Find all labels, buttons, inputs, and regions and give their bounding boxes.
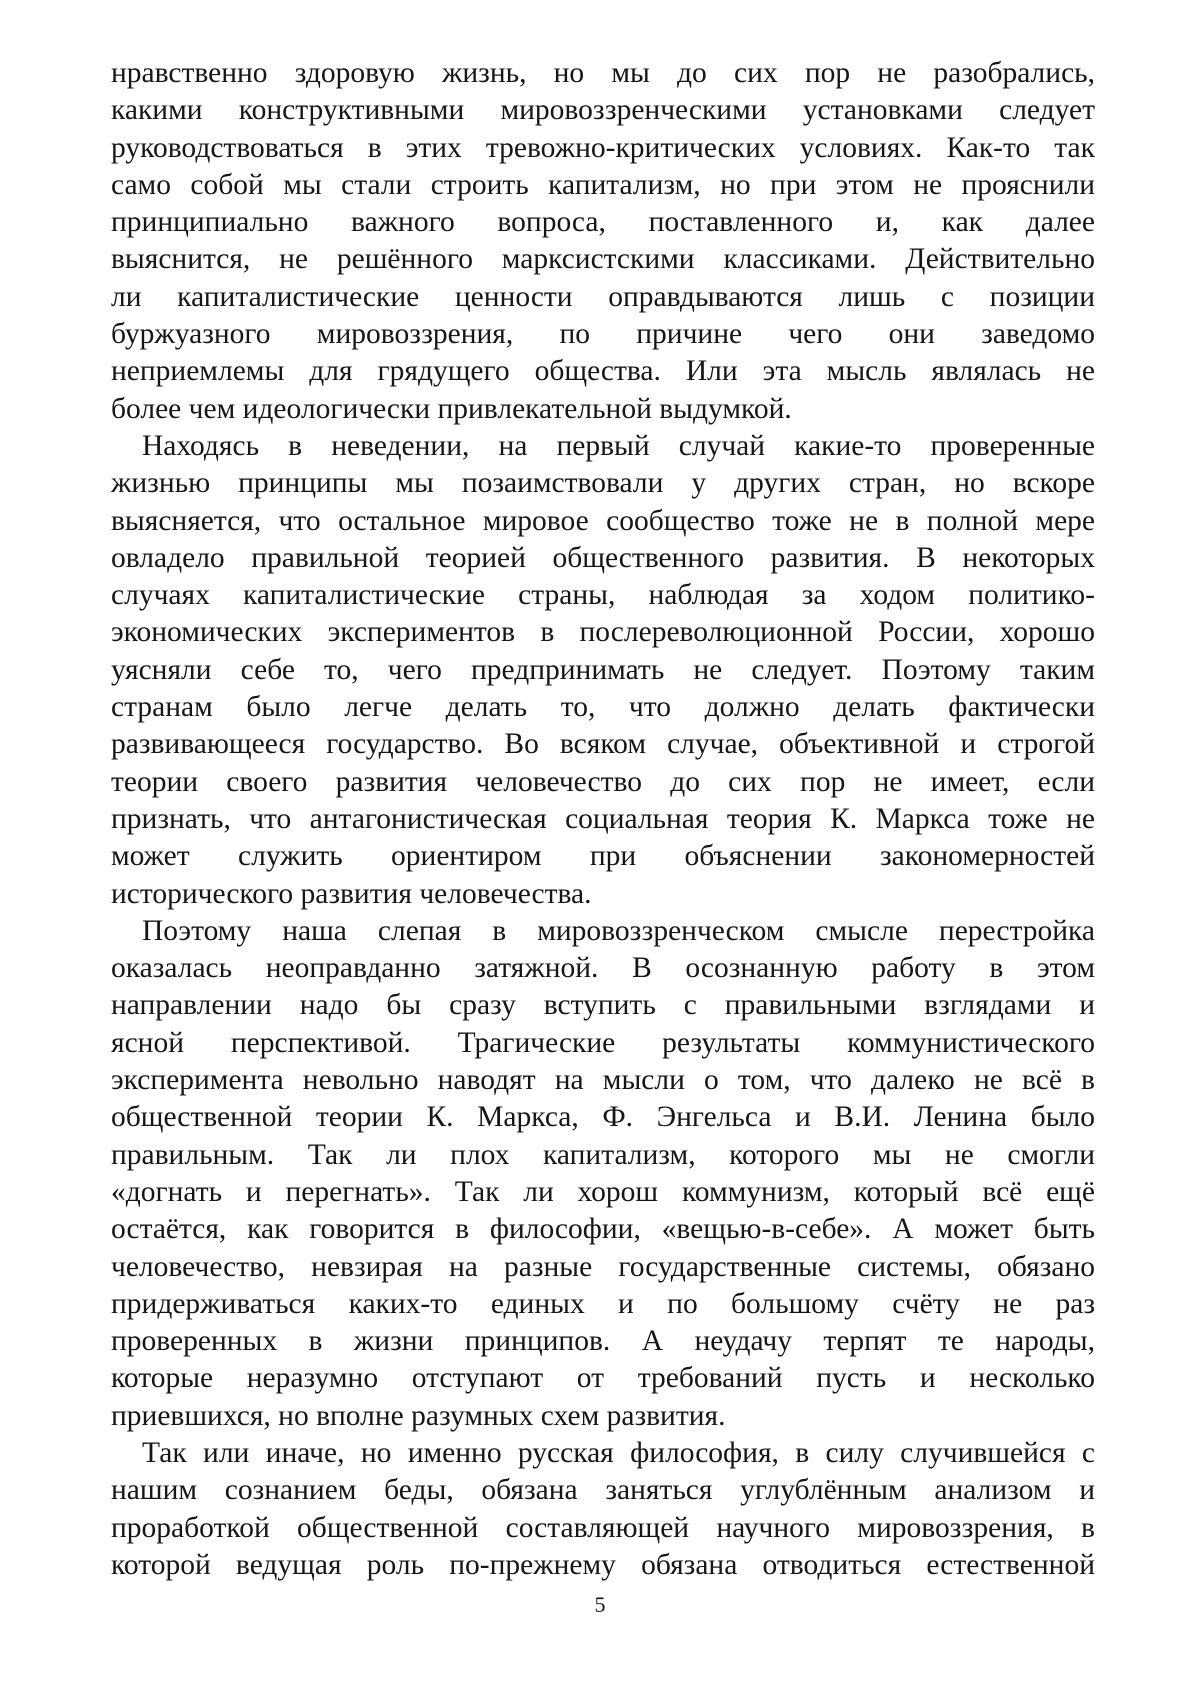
text-line: эксперимента невольно наводят на мысли о том, что далеко не всё в xyxy=(111,1064,1095,1097)
text-line: приевшихся, но вполне разумных схем развития. xyxy=(111,1399,726,1432)
text-line: нравственно здоровую жизнь, но мы до сих пор не разобрались, xyxy=(111,57,1095,89)
text-line: руководствоваться в этих тревожно-критических условиях. Как-то так xyxy=(111,131,1095,164)
text-line: более чем идеологически привлекательной выдумкой. xyxy=(111,392,792,425)
text-line: неприемлемы для грядущего общества. Или эта мысль являлась не xyxy=(111,355,1095,388)
text-line: человечество, невзирая на разные государственные системы, обязано xyxy=(111,1250,1095,1283)
text-line: которой ведущая роль по-прежнему обязана отводиться естественной xyxy=(111,1548,1095,1581)
text-line: исторического развития человечества. xyxy=(111,877,592,910)
text-line: придерживаться каких-то единых и по большому счёту не раз xyxy=(111,1287,1095,1320)
text-line: принципиально важного вопроса, поставленного и, как далее xyxy=(111,206,1095,239)
text-line: Находясь в неведении, на первый случай какие-то проверенные xyxy=(142,429,1095,462)
paragraph xyxy=(111,913,1095,1435)
text-line: странам было легче делать то, что должно делать фактически xyxy=(111,691,1095,724)
text-line: правильным. Так ли плох капитализм, которого мы не смогли xyxy=(111,1138,1095,1171)
text-line: признать, что антагонистическая социальная теория К. Маркса тоже не xyxy=(111,802,1095,835)
paragraph xyxy=(111,428,1095,913)
text-line: развивающееся государство. Во всяком случае, объективной и строгой xyxy=(111,728,1095,761)
text-line: проработкой общественной составляющей научного мировоззрения, в xyxy=(111,1511,1095,1544)
text-line: буржуазного мировоззрения, по причине чего они заведомо xyxy=(111,318,1095,351)
text-line: направлении надо бы сразу вступить с правильными взглядами и xyxy=(111,989,1095,1022)
text-line: Поэтому наша слепая в мировоззренческом смысле перестройка xyxy=(142,914,1095,947)
text-line: нашим сознанием беды, обязана заняться углублённым анализом и xyxy=(111,1474,1095,1507)
text-line: выясняется, что остальное мировое сообщество тоже не в полной мере xyxy=(111,504,1095,537)
text-line: какими конструктивными мировоззренческими установками следует xyxy=(111,94,1095,127)
text-line: ли капиталистические ценности оправдываются лишь с позиции xyxy=(111,280,1095,313)
text-line: общественной теории К. Маркса, Ф. Энгельса и В.И. Ленина было xyxy=(111,1101,1095,1134)
text-line: может служить ориентиром при объяснении закономерностей xyxy=(111,840,1095,873)
text-line: Так или иначе, но именно русская философия, в силу случившейся с xyxy=(142,1436,1095,1469)
body-text xyxy=(111,55,1095,1584)
text-line: ясной перспективой. Трагические результаты коммунистического xyxy=(111,1026,1095,1059)
text-line: остаётся, как говорится в философии, «вещью-в-себе». А может быть xyxy=(111,1213,1095,1246)
text-line: проверенных в жизни принципов. А неудачу терпят те народы, xyxy=(111,1325,1095,1358)
paragraph xyxy=(111,1435,1095,1584)
text-line: уясняли себе то, чего предпринимать не следует. Поэтому таким xyxy=(111,653,1095,686)
page-number: 5 xyxy=(594,1592,606,1617)
text-line: жизнью принципы мы позаимствовали у других стран, но вскоре xyxy=(111,467,1095,500)
paragraph xyxy=(111,55,1095,428)
text-line: овладело правильной теорией общественного развития. В некоторых xyxy=(111,541,1095,574)
text-line: выяснится, не решённого марксистскими классиками. Действительно xyxy=(111,243,1095,276)
text-line: оказалась неоправданно затяжной. В осознанную работу в этом xyxy=(111,952,1095,985)
text-line: само собой мы стали строить капитализм, но при этом не прояснили xyxy=(111,168,1095,201)
text-line: теории своего развития человечество до сих пор не имеет, если xyxy=(111,765,1095,798)
text-line: случаях капиталистические страны, наблюдая за ходом политико- xyxy=(111,579,1095,612)
text-line: «догнать и перегнать». Так ли хорош коммунизм, который всё ещё xyxy=(111,1175,1095,1208)
text-line: которые неразумно отступают от требований пусть и несколько xyxy=(111,1362,1095,1395)
text-line: экономических экспериментов в послереволюционной России, хорошо xyxy=(111,616,1095,649)
